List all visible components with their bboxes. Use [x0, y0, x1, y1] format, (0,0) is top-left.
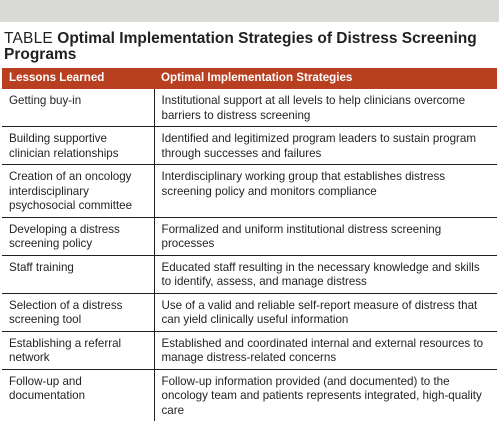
- strategy-cell: Follow-up information provided (and documented) to the oncology team and patients represents integrated, high-quality care: [161, 374, 482, 417]
- header-row: [2, 68, 497, 89]
- lesson-cell: Follow-up and documentation: [2, 369, 154, 421]
- table-title: [4, 31, 496, 63]
- lesson-cell: Selection of a distress screening tool: [2, 293, 154, 331]
- table-row: [2, 165, 497, 218]
- table-row: [2, 293, 497, 331]
- lesson-cell: Building supportive clinician relationships: [2, 127, 154, 165]
- strategy-cell: Interdisciplinary working group that establishes distress screening policy and monitors compliance: [154, 165, 497, 218]
- strategies-table: [2, 68, 497, 421]
- top-band: [0, 0, 499, 22]
- strategy-cell: Formalized and uniform institutional distress screening processes: [154, 217, 497, 255]
- table-row: [2, 331, 497, 369]
- strategy-cell: Institutional support at all levels to help clinicians overcome barriers to distress screening: [154, 89, 497, 127]
- table-row: [2, 89, 497, 127]
- lesson-cell: Establishing a referral network: [2, 331, 154, 369]
- lesson-cell: Creation of an oncology interdisciplinary psychosocial committee: [2, 165, 154, 218]
- lesson-cell: Getting buy-in: [2, 89, 154, 127]
- table-row: [2, 127, 497, 165]
- strategy-cell: Identified and legitimized program leaders to sustain program through successes and failures: [154, 127, 497, 165]
- lesson-cell: Developing a distress screening policy: [2, 217, 154, 255]
- table-row: [2, 369, 497, 421]
- table-row: [2, 217, 497, 255]
- table-label: TABLE: [4, 30, 53, 47]
- header-optimal-strategies: Optimal Implementation Strategies: [154, 68, 497, 89]
- table-row: [2, 255, 497, 293]
- strategy-cell: Established and coordinated internal and external resources to manage distress-related concerns: [154, 331, 497, 369]
- lesson-cell: Staff training: [2, 255, 154, 293]
- header-lessons-learned: Lessons Learned: [2, 68, 154, 89]
- strategy-cell: Educated staff resulting in the necessary knowledge and skills to identify, assess, and manage distress: [154, 255, 497, 293]
- table-title-text: Optimal Implementation Strategies of Distress Screening Programs: [4, 30, 477, 63]
- strategy-cell: Use of a valid and reliable self-report measure of distress that can yield clinically useful information: [154, 293, 497, 331]
